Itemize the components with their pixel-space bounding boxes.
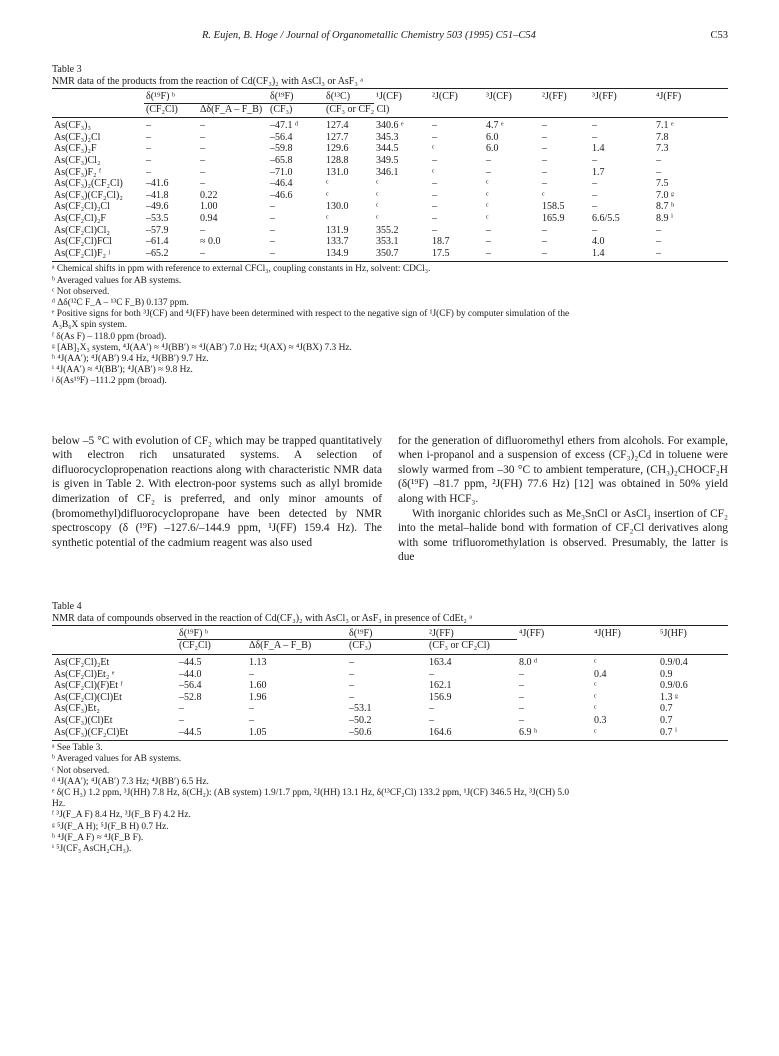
table3-body: [52, 118, 728, 262]
value-cell: ≈ 0.0: [200, 236, 221, 248]
value-cell: –: [179, 703, 184, 715]
compound-cell: As(CF₃)₂(CF₂Cl): [54, 178, 123, 190]
value-cell: –: [542, 166, 547, 178]
table-row: [52, 225, 728, 237]
table3-col-subheader: [540, 103, 590, 118]
value-cell: 355.2: [376, 224, 399, 236]
table4-footnotes: [52, 743, 728, 855]
value-cell: 17.5: [432, 247, 450, 259]
value-cell: –: [432, 189, 437, 201]
value-cell: –: [200, 120, 205, 132]
value-cell: 353.1: [376, 236, 399, 248]
value-cell: –: [542, 131, 547, 143]
value-cell: –65.2: [146, 247, 169, 259]
table-row: [52, 680, 728, 692]
value-cell: –: [432, 224, 437, 236]
table3-col-header: ²J(FF): [542, 91, 567, 102]
value-cell: 0.94: [200, 212, 218, 224]
value-cell: –: [349, 680, 354, 692]
value-cell: 162.1: [429, 680, 452, 692]
table3-col-subheader: (CF₂Cl): [146, 103, 178, 115]
value-cell: 7.3: [656, 143, 669, 155]
value-cell: –: [592, 131, 597, 143]
value-cell: –: [249, 668, 254, 680]
compound-cell: As(CF₂Cl)(Cl)Et: [54, 691, 122, 703]
footnote: ⁱ ⁵J(CF₃ AsCH₂CH₃).: [52, 844, 132, 855]
value-cell: ᶜ: [542, 189, 545, 201]
table3-col-header: ⁴J(FF): [656, 91, 682, 102]
value-cell: 345.3: [376, 131, 399, 143]
footnote: ⁱ ⁴J(AA′) ≈ ⁴J(BB′); ⁴J(AB′) ≈ 9.8 Hz.: [52, 365, 193, 376]
table4-col-subheader: [658, 640, 728, 655]
value-cell: ᶜ: [486, 201, 489, 213]
table-row: [52, 132, 728, 144]
value-cell: 133.7: [326, 236, 349, 248]
value-cell: –: [432, 154, 437, 166]
table3-col-subheader: [590, 103, 654, 118]
value-cell: ᶜ: [376, 212, 379, 224]
value-cell: 127.4: [326, 120, 349, 132]
footnote: ᵉ Positive signs for both ³J(CF) and ⁴J(FF) have been determined with respect to the negative sign of ¹J(CF) by computer simulation of the: [52, 309, 570, 320]
footnote: ᶠ ³J(F_A F) 8.4 Hz, ³J(F_B F) 4.2 Hz.: [52, 810, 191, 821]
compound-cell: As(CF₃)Cl₂: [54, 154, 101, 166]
footnote: ᵇ Averaged values for AB systems.: [52, 754, 182, 765]
value-cell: 350.7: [376, 247, 399, 259]
table3-col-header: ³J(FF): [592, 91, 617, 102]
table3-col-header: ³J(CF): [486, 91, 512, 102]
value-cell: 0.7: [660, 715, 673, 727]
value-cell: 1.13: [249, 657, 267, 669]
table4-col-header: ²J(FF): [427, 625, 517, 640]
value-cell: 340.6 ᵉ: [376, 120, 404, 132]
value-cell: –: [270, 247, 275, 259]
table4-caption: NMR data of compounds observed in the reaction of Cd(CF₃)₂ with AsCl₃ or AsF₃ in presence of CdEt₂ ᵃ: [52, 612, 473, 624]
value-cell: 1.05: [249, 726, 267, 738]
table3-header-row: [52, 89, 728, 104]
compound-cell: As(CF₃)Et₂: [54, 703, 100, 715]
table3-col-header: ¹J(CF): [376, 91, 402, 102]
value-cell: 8.9 ⁱ: [656, 212, 674, 224]
value-cell: –: [656, 224, 661, 236]
value-cell: 163.4: [429, 657, 452, 669]
footnote: ᵍ ⁵J(F_A H); ⁵J(F_B H) 0.7 Hz.: [52, 821, 169, 832]
value-cell: –: [432, 201, 437, 213]
value-cell: –: [146, 154, 151, 166]
compound-cell: As(CF₂Cl)(F)Et ᶠ: [54, 680, 123, 692]
table3-col-header: ²J(CF): [432, 91, 458, 102]
table3-label: Table 3: [52, 64, 82, 75]
table3-col-subheader: [52, 103, 144, 118]
value-cell: ᶜ: [432, 166, 435, 178]
value-cell: –: [486, 224, 491, 236]
value-cell: –: [270, 224, 275, 236]
table-row: [52, 692, 728, 704]
value-cell: –41.6: [146, 178, 169, 190]
value-cell: 1.3 ᵍ: [660, 691, 679, 703]
value-cell: 6.6/5.5: [592, 212, 620, 224]
footnote: ᶜ Not observed.: [52, 765, 110, 776]
footnote: A₃B₆X spin system.: [52, 320, 128, 331]
value-cell: –: [200, 247, 205, 259]
table3-col-header: δ(¹⁹F) ᵇ: [144, 89, 198, 104]
value-cell: ᶜ: [326, 178, 329, 190]
table-row: [52, 155, 728, 167]
table3-col-subheader: [430, 103, 484, 118]
value-cell: ᶜ: [376, 201, 379, 213]
value-cell: 129.6: [326, 143, 349, 155]
value-cell: –44.0: [179, 668, 202, 680]
table3-col-header: [52, 89, 144, 104]
value-cell: 134.9: [326, 247, 349, 259]
value-cell: –: [542, 143, 547, 155]
value-cell: 18.7: [432, 236, 450, 248]
value-cell: 1.60: [249, 680, 267, 692]
table3-col-subheader: [484, 103, 540, 118]
value-cell: –41.8: [146, 189, 169, 201]
value-cell: 0.22: [200, 189, 218, 201]
value-cell: –53.5: [146, 212, 169, 224]
value-cell: –46.6: [270, 189, 293, 201]
table3-footnotes: [52, 264, 728, 387]
journal-page: [52, 30, 728, 855]
value-cell: ᶜ: [594, 703, 597, 715]
value-cell: –: [592, 154, 597, 166]
value-cell: 344.5: [376, 143, 399, 155]
value-cell: –: [656, 166, 661, 178]
compound-cell: As(CF₂Cl)FCl: [54, 236, 112, 248]
value-cell: 7.8: [656, 131, 669, 143]
value-cell: –: [200, 178, 205, 190]
value-cell: –: [200, 131, 205, 143]
compound-cell: As(CF₃)(CF₂Cl)₂: [54, 189, 123, 201]
value-cell: 1.4: [592, 247, 605, 259]
value-cell: ᶜ: [594, 680, 597, 692]
value-cell: –: [270, 212, 275, 224]
footnote: ᵃ See Table 3.: [52, 743, 103, 754]
value-cell: –71.0: [270, 166, 293, 178]
table-row: [52, 190, 728, 202]
value-cell: –65.8: [270, 154, 293, 166]
value-cell: –: [542, 247, 547, 259]
footnote: ᶠ δ(As F) – 118.0 ppm (broad).: [52, 331, 167, 342]
value-cell: –44.5: [179, 657, 202, 669]
table3-col-header: δ(¹⁹F): [268, 89, 324, 104]
footnote: ᵇ Averaged values for AB systems.: [52, 275, 182, 286]
value-cell: –: [656, 154, 661, 166]
value-cell: –: [486, 247, 491, 259]
table4-col-header: [52, 625, 177, 640]
table4-label: Table 4: [52, 600, 82, 612]
value-cell: 131.9: [326, 224, 349, 236]
value-cell: –: [519, 691, 524, 703]
value-cell: –: [146, 166, 151, 178]
table-row: [52, 703, 728, 715]
value-cell: 156.9: [429, 691, 452, 703]
table4-col-subheader: (CF₃): [349, 640, 372, 652]
footnote: ᵈ ⁴J(AA′); ⁴J(AB′) 7.3 Hz; ⁴J(BB′) 6.5 Hz.: [52, 776, 209, 787]
compound-cell: As(CF₃)₂F: [54, 143, 97, 155]
value-cell: –57.9: [146, 224, 169, 236]
value-cell: –: [592, 224, 597, 236]
compound-cell: As(CF₂Cl)₂Cl: [54, 201, 110, 213]
value-cell: –: [592, 120, 597, 132]
value-cell: –: [249, 715, 254, 727]
compound-cell: As(CF₃)(CF₂Cl)Et: [54, 726, 129, 738]
table4: [52, 625, 728, 741]
compound-cell: As(CF₂Cl)Et₂ ᵉ: [54, 668, 115, 680]
value-cell: 4.0: [592, 236, 605, 248]
value-cell: –: [542, 120, 547, 132]
value-cell: –: [519, 715, 524, 727]
value-cell: 0.4: [594, 668, 607, 680]
value-cell: –44.5: [179, 726, 202, 738]
table3-col-subheader: (CF₃): [270, 103, 293, 115]
running-header: [52, 30, 728, 46]
value-cell: 7.1 ᵉ: [656, 120, 674, 132]
page-number: C53: [710, 30, 728, 41]
paragraph: below –5 °C with evolution of CF₂ which may be trapped quantitatively with electron rich unsaturated systems. A selection of difluorocyclopropenation reactions along with characteristic NMR data is given in Table 2. With electron-poor systems such as allyl bromide dimerization of CF₂ is preferred, and only minor amounts of (bromomethyl)difluorocyclopropane have been detected by NMR spectroscopy (δ (¹⁹F) –127.6/–144.9 ppm, ¹J(FF) 159.4 Hz). The synthetic potential of the cadmium reagent was also used: [52, 434, 382, 549]
value-cell: ᶜ: [486, 212, 489, 224]
value-cell: 128.8: [326, 154, 349, 166]
value-cell: –: [146, 131, 151, 143]
table4-col-header: δ(¹⁹F): [347, 625, 427, 640]
value-cell: –: [200, 154, 205, 166]
table-row: [52, 143, 728, 155]
value-cell: 158.5: [542, 201, 565, 213]
value-cell: ᶜ: [376, 189, 379, 201]
value-cell: –: [429, 715, 434, 727]
value-cell: –: [429, 668, 434, 680]
value-cell: ᶜ: [594, 657, 597, 669]
value-cell: –: [270, 201, 275, 213]
value-cell: 7.5: [656, 178, 669, 190]
value-cell: –: [592, 178, 597, 190]
footnote: Hz.: [52, 799, 66, 810]
value-cell: 0.9: [660, 668, 673, 680]
table3-caption: NMR data of the products from the reaction of Cd(CF₃)₂ with AsCl₃ or AsF₃ ᵃ: [52, 76, 364, 87]
compound-cell: As(CF₃)F₂ ᶠ: [54, 166, 102, 178]
table3-col-subheader: (CF₃ or CF₂ Cl): [326, 103, 390, 115]
value-cell: 7.0 ᵍ: [656, 189, 675, 201]
value-cell: –: [349, 657, 354, 669]
value-cell: –: [592, 201, 597, 213]
table-row: [52, 248, 728, 262]
value-cell: ᶜ: [486, 189, 489, 201]
table-row: [52, 201, 728, 213]
value-cell: ᶜ: [326, 189, 329, 201]
value-cell: 1.4: [592, 143, 605, 155]
value-cell: –: [146, 120, 151, 132]
value-cell: –: [486, 166, 491, 178]
value-cell: –: [146, 143, 151, 155]
table4-col-subheader: [592, 640, 658, 655]
compound-cell: As(CF₂Cl)₂F: [54, 212, 106, 224]
footnote: ᵉ δ(C H₃) 1.2 ppm, ³J(HH) 7.8 Hz, δ(CH₂): (AB system) 1.9/1.7 ppm, ²J(HH) 13.1 Hz, δ(¹³CF₂Cl) 133.2 ppm, ¹J(CF) 346.5 Hz, ³J(CH) 5.0: [52, 788, 570, 799]
table4-col-header: [247, 625, 347, 640]
value-cell: 127.7: [326, 131, 349, 143]
value-cell: –: [542, 178, 547, 190]
value-cell: –47.1 ᵈ: [270, 120, 299, 132]
table-row: [52, 236, 728, 248]
value-cell: 346.1: [376, 166, 399, 178]
value-cell: 6.9 ʰ: [519, 726, 538, 738]
footnote: ᵈ Δδ(¹²C F_A – ¹³C F_B) 0.137 ppm.: [52, 297, 189, 308]
value-cell: 8.0 ᵈ: [519, 657, 538, 669]
value-cell: 8.7 ʰ: [656, 201, 675, 213]
value-cell: 0.9/0.6: [660, 680, 688, 692]
value-cell: –: [519, 703, 524, 715]
value-cell: –: [349, 668, 354, 680]
table-row: [52, 669, 728, 681]
value-cell: –: [432, 212, 437, 224]
footnote: ᵍ [AB]₂X₃ system, ⁴J(AA′) ≈ ⁴J(BB′) ≈ ⁴J(AB′) 7.0 Hz; ⁴J(AX) ≈ ⁴J(BX) 7.3 Hz.: [52, 342, 352, 353]
value-cell: 130.0: [326, 201, 349, 213]
value-cell: –: [519, 668, 524, 680]
value-cell: –: [432, 178, 437, 190]
value-cell: –: [519, 680, 524, 692]
table3-col-header: δ(¹³C): [324, 89, 374, 104]
value-cell: ᶜ: [486, 178, 489, 190]
value-cell: 1.7: [592, 166, 605, 178]
table3-col-subheader: [654, 103, 728, 118]
value-cell: 0.3: [594, 715, 607, 727]
value-cell: –56.4: [179, 680, 202, 692]
value-cell: –: [432, 131, 437, 143]
table3-col-subheader: Δδ(F_A – F_B): [200, 103, 263, 115]
value-cell: ᶜ: [594, 726, 597, 738]
value-cell: 131.0: [326, 166, 349, 178]
value-cell: –: [542, 224, 547, 236]
footnote: ʲ δ(As¹⁹F) –111.2 ppm (broad).: [52, 376, 167, 387]
footnote: ᵃ Chemical shifts in ppm with reference to external CFCl₃, coupling constants in Hz, solvent: CDCl₃.: [52, 264, 431, 275]
value-cell: 0.7: [660, 703, 673, 715]
compound-cell: As(CF₂Cl)₂Et: [54, 657, 110, 669]
value-cell: 1.00: [200, 201, 218, 213]
table4-col-subheader: [517, 640, 592, 655]
compound-cell: As(CF₃)₂Cl: [54, 131, 101, 143]
footnote: ᶜ Not observed.: [52, 286, 110, 297]
compound-cell: As(CF₂Cl)Cl₂: [54, 224, 110, 236]
running-title: R. Eujen, B. Hoge / Journal of Organometallic Chemistry 503 (1995) C51–C54: [202, 30, 536, 41]
table4-col-header: ⁵J(HF): [660, 627, 687, 639]
footnote: ʰ ⁴J(F_A F) ≈ ⁴J(F_B F).: [52, 832, 144, 843]
value-cell: –: [200, 166, 205, 178]
compound-cell: As(CF₃)(Cl)Et: [54, 715, 113, 727]
left-column: [52, 434, 382, 565]
value-cell: 4.7 ᵉ: [486, 120, 504, 132]
compound-cell: As(CF₃)₃: [54, 120, 91, 132]
value-cell: –49.6: [146, 201, 169, 213]
value-cell: –: [429, 703, 434, 715]
value-cell: ᶜ: [376, 178, 379, 190]
value-cell: –50.2: [349, 715, 372, 727]
value-cell: –: [432, 120, 437, 132]
footnote: ʰ ⁴J(AA′); ⁴J(AB′) 9.4 Hz, ⁴J(BB′) 9.7 Hz.: [52, 353, 209, 364]
value-cell: 0.7 ⁱ: [660, 726, 678, 738]
value-cell: –: [486, 236, 491, 248]
table4-subheader-row: [52, 640, 728, 655]
value-cell: –: [656, 247, 661, 259]
table4-col-subheader: Δδ(F_A – F_B): [249, 640, 312, 652]
value-cell: –61.4: [146, 236, 169, 248]
table-row: [52, 167, 728, 179]
value-cell: –: [179, 715, 184, 727]
table-row: [52, 178, 728, 190]
table3-col-header: [198, 89, 268, 104]
value-cell: 0.9/0.4: [660, 657, 688, 669]
value-cell: ᶜ: [432, 143, 435, 155]
value-cell: –: [486, 154, 491, 166]
value-cell: –: [249, 703, 254, 715]
paragraph: With inorganic chlorides such as Me₃SnCl or AsCl₃ insertion of CF₂ into the metal–halide bond with formation of CF₂Cl derivatives along with some trifluoromethylation is observed. Presumably, the latter is due: [398, 507, 728, 564]
value-cell: 349.5: [376, 154, 399, 166]
table4-col-subheader: (CF₃ or CF₂Cl): [429, 640, 490, 652]
value-cell: ᶜ: [326, 212, 329, 224]
table4-col-header: δ(¹⁹F) ᵇ: [177, 625, 247, 640]
table4-col-subheader: [52, 640, 177, 655]
value-cell: –: [349, 691, 354, 703]
value-cell: –46.4: [270, 178, 293, 190]
table3: [52, 88, 728, 262]
value-cell: –: [200, 143, 205, 155]
value-cell: –52.8: [179, 691, 202, 703]
table4-body: [52, 655, 728, 741]
table4-col-header: ⁴J(HF): [594, 627, 621, 639]
table-row: [52, 118, 728, 132]
value-cell: –: [542, 236, 547, 248]
value-cell: 6.0: [486, 131, 499, 143]
value-cell: –: [656, 236, 661, 248]
value-cell: –: [542, 154, 547, 166]
right-column: [398, 434, 728, 565]
table3-subheader-row: [52, 103, 728, 118]
table4-col-subheader: (CF₂Cl): [179, 640, 211, 652]
table-row: [52, 715, 728, 727]
value-cell: 165.9: [542, 212, 565, 224]
value-cell: –: [200, 224, 205, 236]
table4-header-row: [52, 625, 728, 640]
value-cell: –53.1: [349, 703, 372, 715]
value-cell: –50.6: [349, 726, 372, 738]
table-row: [52, 727, 728, 741]
value-cell: –: [592, 189, 597, 201]
value-cell: 164.6: [429, 726, 452, 738]
value-cell: 1.96: [249, 691, 267, 703]
paragraph: for the generation of difluoromethyl ethers from alcohols. For example, when i-propanol and a suspension of excess (CF₃)₂Cd in toluene were slowly warmed from –30 °C to ambient temperature, (CH₃)₂CHOCF₂H (δ(¹⁹F) –81.7 ppm, ²J(FH) 77.6 Hz) [12] was obtained in 50% yield along with HCF₃.: [398, 434, 728, 505]
table-row: [52, 213, 728, 225]
value-cell: –59.8: [270, 143, 293, 155]
compound-cell: As(CF₂Cl)F₂ ʲ: [54, 247, 111, 259]
table-row: [52, 655, 728, 669]
value-cell: –56.4: [270, 131, 293, 143]
value-cell: 6.0: [486, 143, 499, 155]
table4-col-header: ⁴J(FF): [519, 627, 545, 639]
value-cell: ᶜ: [594, 691, 597, 703]
value-cell: –: [270, 236, 275, 248]
body-text: [52, 434, 728, 565]
